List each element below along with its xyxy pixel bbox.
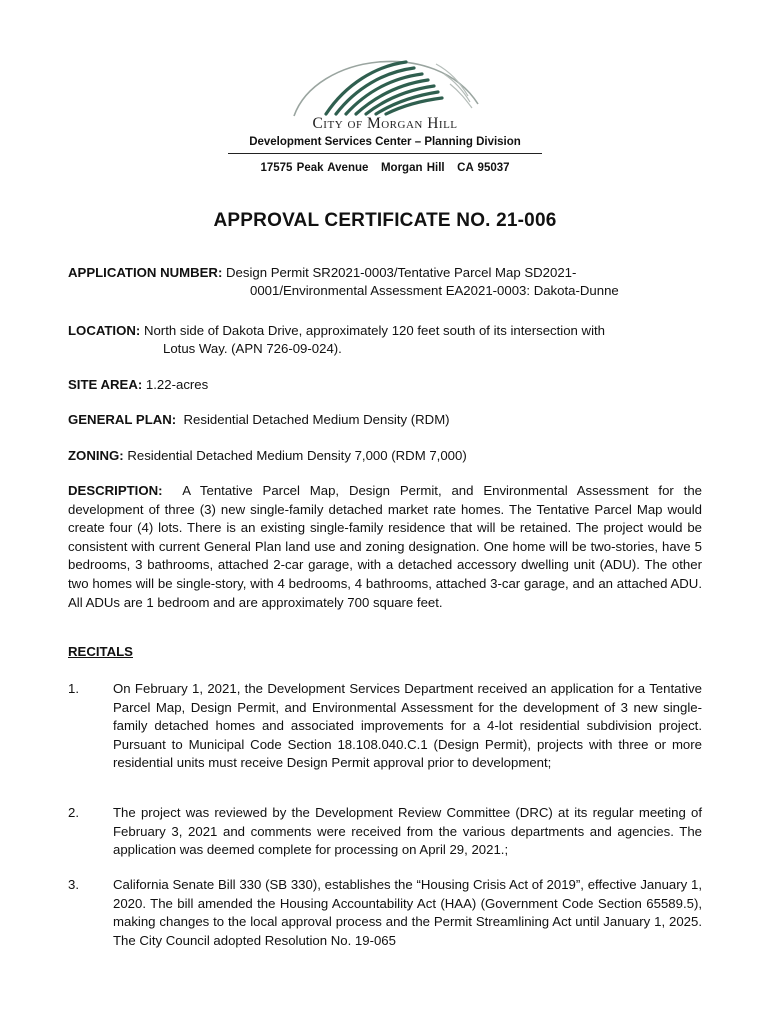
description-text: A Tentative Parcel Map, Design Permit, and Environmental Assessment for the development of three (3) new single-family detached market rate homes. The Tentative Parcel Map would create four (4) lots. There is an existing single-family residence that will be retained. The project would be consistent with current General Plan land use and zoning designation. One home will be two-stories, have 5 bedrooms, 3 bathrooms, attached 2-car garage, with a detached accessory dwelling unit (ADU). The other two homes will be single-story, with 4 bedrooms, 4 bathrooms, attached 3-car garage, and an attached ADU. All ADUs are 1 bedroom and are approximately 700 square feet. — [68, 483, 702, 610]
recital-text: California Senate Bill 330 (SB 330), establishes the “Housing Crisis Act of 2019”, effective January 1, 2020. The bill amended the Housing Accountability Act (HAA) (Government Code Section 65589.5), making changes to the local approval process and the Permit Streamlining Act until January 1, 2025. The City Council adopted Resolution No. 19-065 — [113, 877, 702, 948]
application-number-label: APPLICATION NUMBER: — [68, 265, 223, 280]
site-area-field — [68, 376, 208, 394]
location-label: LOCATION: — [68, 323, 141, 338]
general-plan-label: GENERAL PLAN: — [68, 412, 177, 427]
location-line1: North side of Dakota Drive, approximately 120 feet south of its intersection with — [143, 323, 606, 338]
city-name: City of Morgan Hill — [312, 115, 458, 132]
zoning-value: Residential Detached Medium Density 7,000 (RDM 7,000) — [127, 448, 467, 463]
certificate-title: APPROVAL CERTIFICATE NO. 21-006 — [213, 210, 557, 231]
recital-text: The project was reviewed by the Development Review Committee (DRC) at its regular meeting of February 3, 2021 and comments were received from the various departments and agencies. The application was deemed complete for processing on April 29, 2021.; — [113, 805, 702, 858]
general-plan-field — [68, 411, 450, 429]
location-field — [68, 322, 605, 340]
recital-number: 2. — [68, 805, 79, 820]
city-logo-icon — [286, 44, 486, 122]
application-number-line2: 0001/Environmental Assessment EA2021-0003: Dakota-Dunne — [250, 283, 619, 298]
recital-number: 1. — [68, 681, 79, 696]
application-number-field — [68, 264, 576, 282]
recital-text: On February 1, 2021, the Development Services Department received an application for a Tentative Parcel Map, Design Permit, and Environmental Assessment for the development of 3 new single-family detached homes and associated improvements for a 4-lot residential subdivision project. Pursuant to Municipal Code Section 18.108.040.C.1 (Design Permit), projects with three or more residential units must receive Design Permit approval prior to development; — [113, 681, 702, 771]
recitals-heading: RECITALS — [68, 644, 133, 659]
general-plan-value: Residential Detached Medium Density (RDM) — [183, 412, 450, 427]
header-divider — [228, 153, 542, 154]
description-label: DESCRIPTION: — [68, 483, 163, 498]
division-line: Development Services Center – Planning Division — [249, 136, 521, 148]
zoning-field — [68, 447, 467, 465]
location-line2: Lotus Way. (APN 726-09-024). — [163, 341, 342, 356]
zoning-label: ZONING: — [68, 448, 124, 463]
site-area-label: SITE AREA: — [68, 377, 143, 392]
address-line: 17575 Peak Avenue Morgan Hill CA 95037 — [260, 162, 510, 174]
site-area-value: 1.22-acres — [145, 377, 209, 392]
description-paragraph — [68, 482, 702, 612]
recital-number: 3. — [68, 877, 79, 892]
application-number-line1: Design Permit SR2021-0003/Tentative Parcel Map SD2021- — [226, 265, 577, 280]
